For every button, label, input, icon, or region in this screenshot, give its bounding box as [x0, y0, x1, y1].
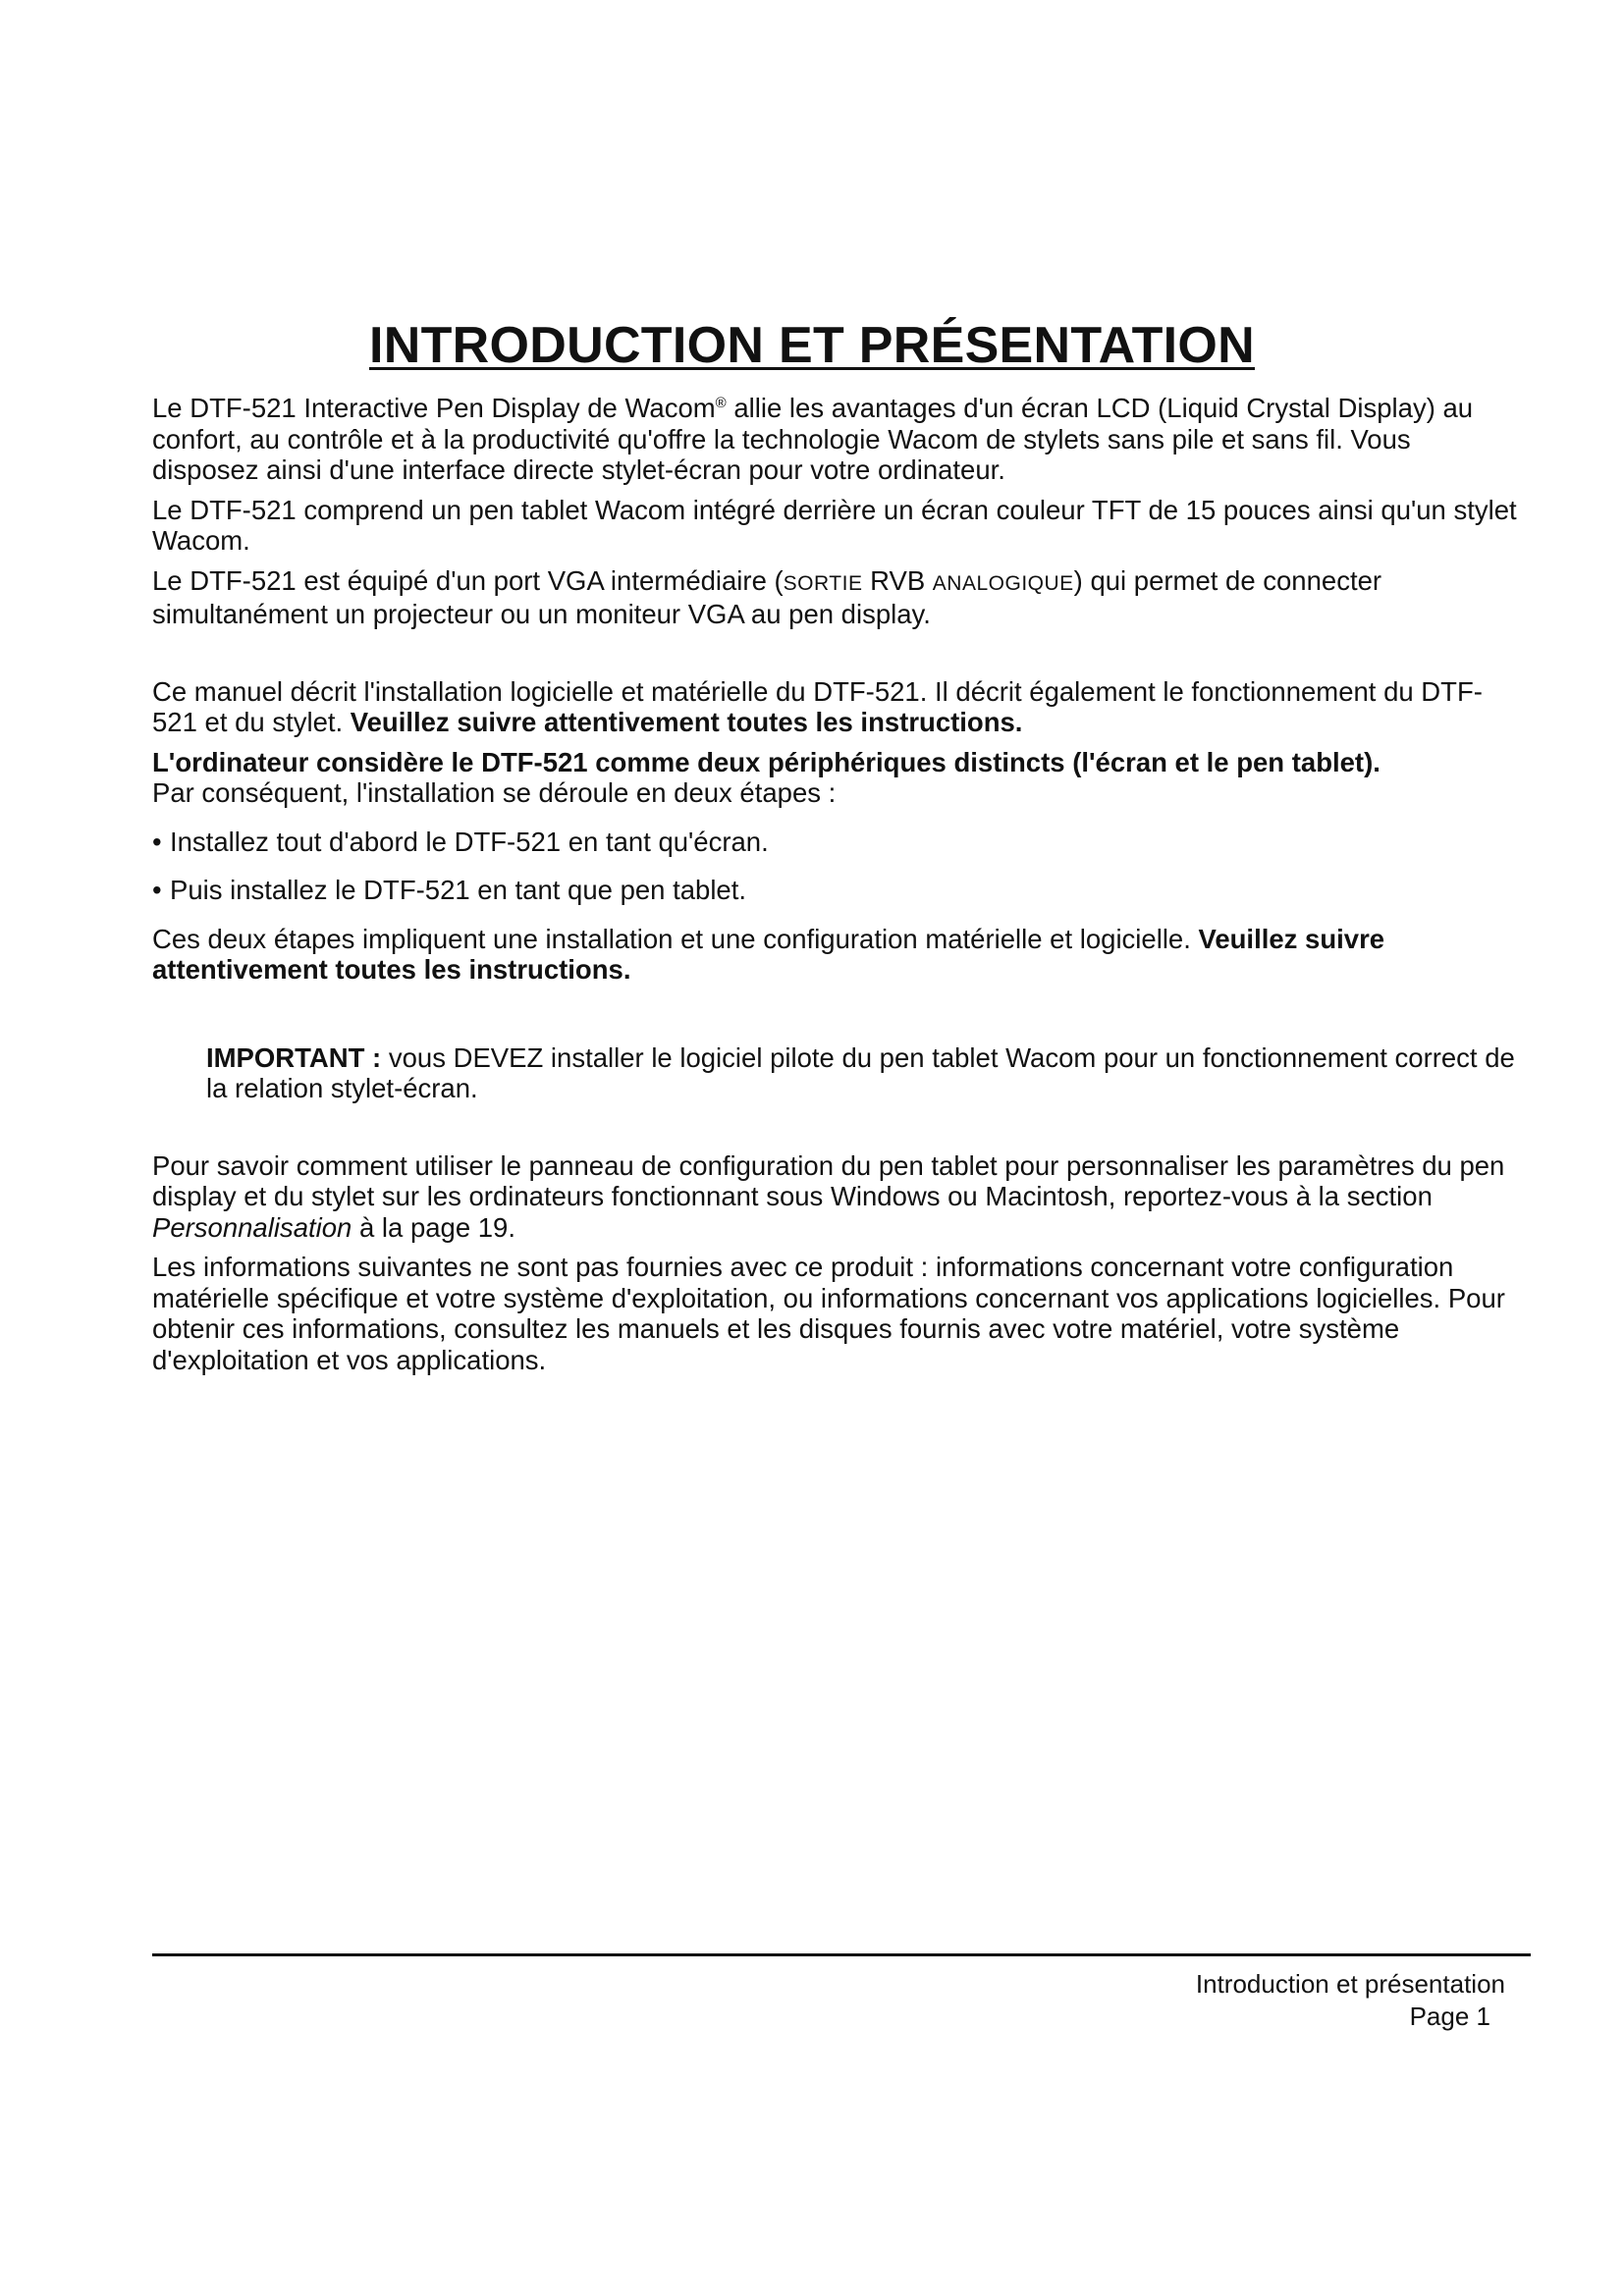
two-devices-text: Par conséquent, l'installation se déroule en deux étapes : — [152, 777, 837, 808]
vga-text-b: ) qui permet de connecter simultanément un projecteur ou un moniteur VGA au pen display. — [152, 564, 1382, 629]
bullet-text: Installez tout d'abord le DTF-521 en tant qu'écran. — [170, 826, 769, 857]
vga-smallcaps-1: SORTIE — [783, 571, 863, 595]
paragraph-steps — [152, 924, 1522, 986]
paragraph-customization — [152, 1150, 1522, 1244]
paragraph-manual — [152, 676, 1522, 738]
page-footer — [1196, 1968, 1505, 2033]
footer-divider — [152, 1953, 1531, 1956]
bullet-text: Puis installez le DTF-521 en tant que pen tablet. — [170, 875, 747, 905]
important-text: vous DEVEZ installer le logiciel pilote du pen tablet Wacom pour un fonctionnement correct de la relation stylet-écran. — [206, 1041, 1515, 1103]
paragraph-not-provided: Les informations suivantes ne sont pas fournies avec ce produit : informations concernant votre configuration matérielle spécifique et votre système d'exploitation, ou informations concernant vos applications logicielles. Pour obtenir ces informations, consultez les manuels et les disques fournis avec votre matériel, votre système d'exploitation et vos applications. — [152, 1252, 1505, 1375]
page-title: INTRODUCTION ET PRÉSENTATION — [368, 317, 1256, 374]
registered-mark: ® — [715, 394, 727, 411]
paragraph-two-devices — [152, 747, 1522, 809]
footer-section-title: Introduction et présentation — [1195, 1969, 1505, 1999]
paragraph-vga — [152, 565, 1522, 630]
customization-text-a: Pour savoir comment utiliser le panneau de configuration du pen tablet pour personnaliser les paramètres du pen display et du stylet sur les ordinateurs fonctionnant sous Windows ou Macintosh, reportez-vous à la section — [152, 1149, 1505, 1211]
vga-smallcaps-2: ANALOGIQUE — [932, 571, 1074, 595]
bullet-item — [152, 875, 1522, 906]
important-label: IMPORTANT : — [206, 1041, 382, 1073]
intro-text-b: allie les avantages d'un écran LCD (Liquid Crystal Display) au confort, au contrôle et à la productivité qu'offre la technologie Wacom de stylets sans pile et sans fil. Vous disposez ainsi d'une interface directe stylet-écran pour votre ordinateur. — [152, 393, 1474, 485]
two-devices-bold: L'ordinateur considère le DTF-521 comme deux périphériques distincts (l'écran et le pen tablet). — [152, 746, 1380, 777]
footer-page-number: Page 1 — [1409, 2002, 1490, 2031]
bullet-icon: • — [152, 875, 162, 905]
paragraph-intro — [152, 393, 1522, 486]
intro-text-a: Le DTF-521 Interactive Pen Display de Wacom — [152, 393, 716, 423]
steps-text: Ces deux étapes impliquent une installation et une configuration matérielle et logicielle. — [152, 923, 1199, 954]
body-text — [152, 393, 1522, 1375]
customization-link[interactable]: Personnalisation — [152, 1211, 352, 1243]
vga-text-mid: RVB — [862, 564, 933, 596]
steps-bold: Veuillez suivre attentivement toutes les instructions. — [152, 923, 1385, 985]
vga-text-a: Le DTF-521 est équipé d'un port VGA intermédiaire ( — [152, 564, 784, 596]
important-note — [206, 1042, 1522, 1104]
manual-bold: Veuillez suivre attentivement toutes les instructions. — [350, 707, 1023, 737]
customization-text-b: à la page 19. — [352, 1211, 515, 1243]
bullet-icon: • — [152, 826, 162, 857]
bullet-item — [152, 827, 1522, 858]
manual-text: Ce manuel décrit l'installation logicielle et matérielle du DTF-521. Il décrit également le fonctionnement du DTF-521 et du stylet. — [152, 675, 1483, 737]
paragraph-components: Le DTF-521 comprend un pen tablet Wacom intégré derrière un écran couleur TFT de 15 pouces ainsi qu'un stylet Wacom. — [152, 494, 1517, 556]
